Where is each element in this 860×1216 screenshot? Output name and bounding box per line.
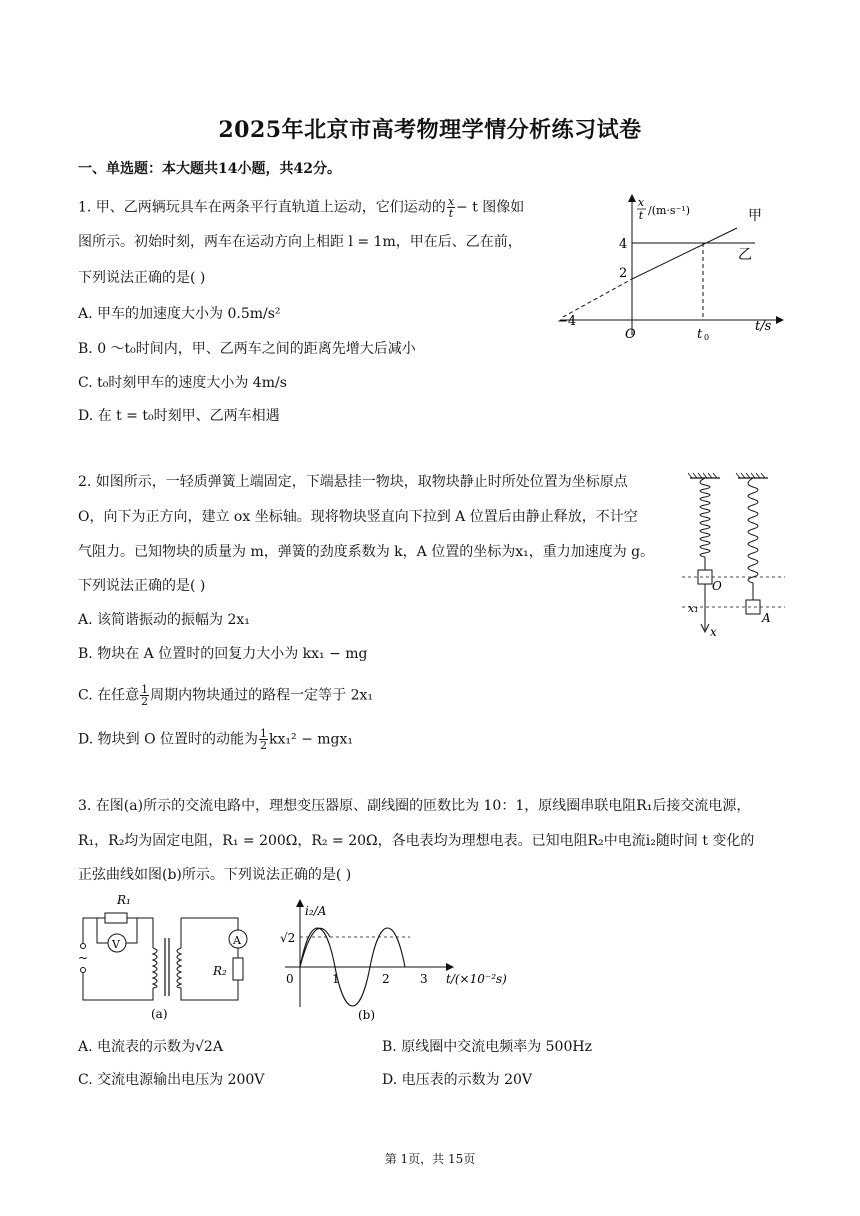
q1-option-a: A. 甲车的加速度大小为 0.5m/s²	[78, 306, 281, 322]
q1-line-1-b: − t 图像如	[456, 199, 525, 216]
q3-option-c: C. 交流电源输出电压为 200V	[78, 1072, 265, 1088]
tick-2: 2	[382, 972, 390, 986]
y-axis-label: /(m·s⁻¹)	[648, 204, 691, 217]
q2-line-3: 气阻力。已知物块的质量为 m，弹簧的劲度系数为 k，A 位置的坐标为x₁，重力加速度为 g。	[78, 544, 655, 560]
t-axis-label: t/(×10⁻²s)	[446, 972, 507, 986]
q1-option-b: B. 0 ～t₀时间内，甲、乙两车之间的距离先增大后减小	[78, 341, 416, 357]
caption-a: (a)	[151, 1007, 168, 1021]
page-title: 2025年北京市高考物理学情分析练习试卷	[218, 117, 642, 143]
voltmeter-label: V	[112, 938, 120, 951]
label-jia: 甲	[748, 208, 762, 224]
q1-line-2: 图所示。初始时刻，两车在运动方向上相距 l = 1m，甲在后、乙在前，	[78, 234, 522, 250]
half-fraction: $\frac{1}{2}$	[141, 683, 149, 708]
q3-option-b: B. 原线圈中交流电频率为 500Hz	[382, 1039, 592, 1055]
q2-option-b: B. 物块在 A 位置时的回复力大小为 kx₁ − mg	[78, 646, 368, 662]
caption-b: (b)	[358, 1008, 376, 1022]
q2-option-a: A. 该简谐振动的振幅为 2x₁	[78, 612, 250, 628]
q1-line-1-a: 1. 甲、乙两辆玩具车在两条平行直轨道上运动，它们运动的	[78, 199, 446, 216]
line-jia-extension	[563, 279, 632, 317]
q2-option-c-a: C. 在任意	[78, 687, 140, 704]
page-footer: 第 1页，共 15页	[384, 1152, 476, 1166]
q1-xt-graph	[555, 190, 795, 340]
tick-0: 0	[286, 972, 294, 986]
peak-label: √2	[280, 931, 296, 945]
q1-line-1	[78, 196, 524, 219]
q2-option-c-b: 周期内物块通过的路程一定等于 2x₁	[150, 687, 373, 704]
q2-line-4: 下列说法正确的是( )	[78, 578, 206, 594]
q2-line-1: 2. 如图所示，一轻质弹簧上端固定，下端悬挂一物块，取物块静止时所处位置为坐标原点	[78, 474, 628, 490]
ammeter-label: A	[233, 934, 241, 947]
q1-line-3: 下列说法正确的是( )	[78, 270, 206, 286]
line-jia	[632, 228, 737, 279]
tick-1: 1	[332, 972, 340, 986]
q2-option-d-a: D. 物块到 O 位置时的动能为	[78, 731, 259, 748]
q1-option-c: C. t₀时刻甲车的速度大小为 4m/s	[78, 375, 287, 391]
tick-3: 3	[420, 972, 428, 986]
label-yi: 乙	[738, 247, 752, 263]
ylabel-x: x	[637, 196, 645, 209]
i-axis-label: i₂/A	[305, 904, 327, 918]
x-axis-label: t/s	[755, 319, 772, 334]
origin-label: O	[625, 327, 636, 340]
q3-line-2: R₁，R₂均为固定电阻，R₁ = 200Ω，R₂ = 20Ω，各电表均为理想电表。已知电阻R₂中电流i₂随时间 t 变化的	[78, 833, 755, 849]
R2-label: R₂	[213, 964, 227, 978]
section-heading: 一、单选题：本大题共14小题，共42分。	[78, 161, 341, 177]
q1-option-d: D. 在 t = t₀时刻甲、乙两车相遇	[78, 408, 280, 424]
q3-line-3: 正弦曲线如图(b)所示。下列说法正确的是( )	[78, 867, 352, 883]
half-fraction-d: $\frac{1}{2}$	[260, 727, 268, 752]
tick-4: 4	[619, 237, 628, 252]
primary-coil	[153, 948, 157, 988]
q2-option-d	[78, 728, 353, 751]
spring-right	[736, 473, 768, 614]
q2-option-d-b: kx₁² − mgx₁	[269, 731, 353, 748]
tick-t0: t	[697, 327, 703, 340]
secondary-coil	[177, 918, 238, 1000]
q2-option-c	[78, 684, 373, 707]
q3-option-d: D. 电压表的示数为 20V	[382, 1072, 533, 1088]
q3-option-a: A. 电流表的示数为√2A	[78, 1039, 223, 1055]
R1-label: R₁	[117, 893, 131, 907]
tick-2: 2	[619, 266, 628, 281]
x1-label: x₁	[688, 602, 699, 615]
tick-neg4: −4	[557, 314, 577, 329]
tick-t0-sub: 0	[704, 333, 710, 340]
q2-line-2: O，向下为正方向，建立 ox 坐标轴。现将物块竖直向下拉到 A 位置后由静止释放，不计空	[78, 509, 638, 525]
q3-line-1: 3. 在图(a)所示的交流电路中，理想变压器原、副线圈的匝数比为 10：1，原线圈串联电阻R₁后接交流电源，	[78, 798, 751, 814]
resistor-R1	[105, 913, 127, 923]
q2-spring-figure	[680, 470, 790, 640]
ac-source-icon: ~	[78, 951, 89, 965]
q3-current-graph	[270, 895, 535, 1025]
O-label: O	[712, 579, 722, 593]
ylabel-t: t	[638, 209, 644, 222]
spring-left	[688, 473, 720, 584]
resistor-R2	[233, 958, 243, 980]
x-label: x	[710, 625, 717, 639]
q3-circuit-figure	[75, 888, 255, 1023]
A-label: A	[762, 611, 771, 625]
x-over-t-fraction: $\frac{x}{t}$	[447, 195, 455, 220]
